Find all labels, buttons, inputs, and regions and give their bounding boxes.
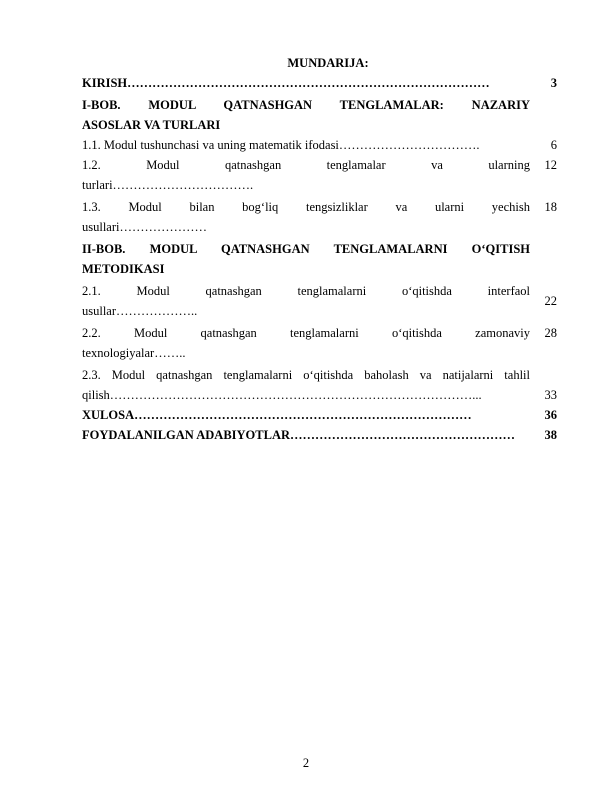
toc-page-number: 6 <box>550 138 557 152</box>
toc-entry-text: KIRISH…………………………………………………………………………… <box>82 76 490 90</box>
toc-entry-2-1 <box>82 281 557 321</box>
toc-entry-2-2 <box>82 323 557 363</box>
toc-entry-adabiyotlar <box>82 425 557 445</box>
toc-entry-text: 1.3. Modul bilan bog‘liq tengsizliklar va ularni yechish <box>82 200 530 214</box>
toc-page-number: 38 <box>544 428 557 442</box>
toc-entry-text-cont: usullar……………….. <box>82 304 198 318</box>
toc-entry-text: 1.1. Modul tushunchasi va uning matematik ifodasi……………………………. <box>82 138 480 152</box>
toc-entry-text-cont: METODIKASI <box>82 262 165 276</box>
toc-entry-text: I-BOB. MODUL QATNASHGAN TENGLAMALAR: NAZARIY <box>82 98 530 112</box>
toc-entry-1-3 <box>82 197 557 237</box>
toc-page-number: 28 <box>544 326 557 340</box>
toc-page-number: 33 <box>544 388 557 402</box>
page-number: 2 <box>302 756 310 770</box>
toc-entry-text: 2.2. Modul qatnashgan tenglamalarni o‘qitishda zamonaviy <box>82 326 530 340</box>
toc-page-number: 22 <box>544 294 557 308</box>
toc-entry-text: XULOSA……………………………………………………………………… <box>82 408 472 422</box>
toc-entry-text: 2.1. Modul qatnashgan tenglamalarni o‘qitishda interfaol <box>82 284 530 298</box>
toc-entry-xulosa <box>82 405 557 425</box>
page-title: MUNDARIJA: <box>287 56 369 70</box>
toc-page-number: 36 <box>544 408 557 422</box>
toc-page-number: 3 <box>550 76 557 90</box>
toc-entry-1-1 <box>82 135 557 155</box>
toc-entry-2-3 <box>82 365 557 405</box>
toc-entry-text: 2.3. Modul qatnashgan tenglamalarni o‘qitishda baholash va natijalarni tahlil <box>82 368 530 382</box>
toc-entry-text-cont: usullari………………… <box>82 220 207 234</box>
toc-entry-text: II-BOB. MODUL QATNASHGAN TENGLAMALARNI O‘QITISH <box>82 242 530 256</box>
toc-page-number: 18 <box>544 200 557 214</box>
toc-page-number: 12 <box>544 158 557 172</box>
toc-entry-1-2 <box>82 155 557 195</box>
toc-entry-chapter-1 <box>82 95 557 135</box>
toc-entry-chapter-2 <box>82 239 557 279</box>
table-of-contents <box>82 73 557 445</box>
toc-entry-text: FOYDALANILGAN ADABIYOTLAR……………………………………………… <box>82 428 516 442</box>
toc-entry-text-cont: texnologiyalar…….. <box>82 346 186 360</box>
toc-entry-kirish <box>82 73 557 93</box>
toc-entry-text-cont: turlari……………………………. <box>82 178 254 192</box>
toc-entry-text-cont: qilish……………………………………………………………………………... <box>82 388 482 402</box>
toc-entry-text: 1.2. Modul qatnashgan tenglamalar va ularning <box>82 158 530 172</box>
toc-entry-text-cont: ASOSLAR VA TURLARI <box>82 118 221 132</box>
